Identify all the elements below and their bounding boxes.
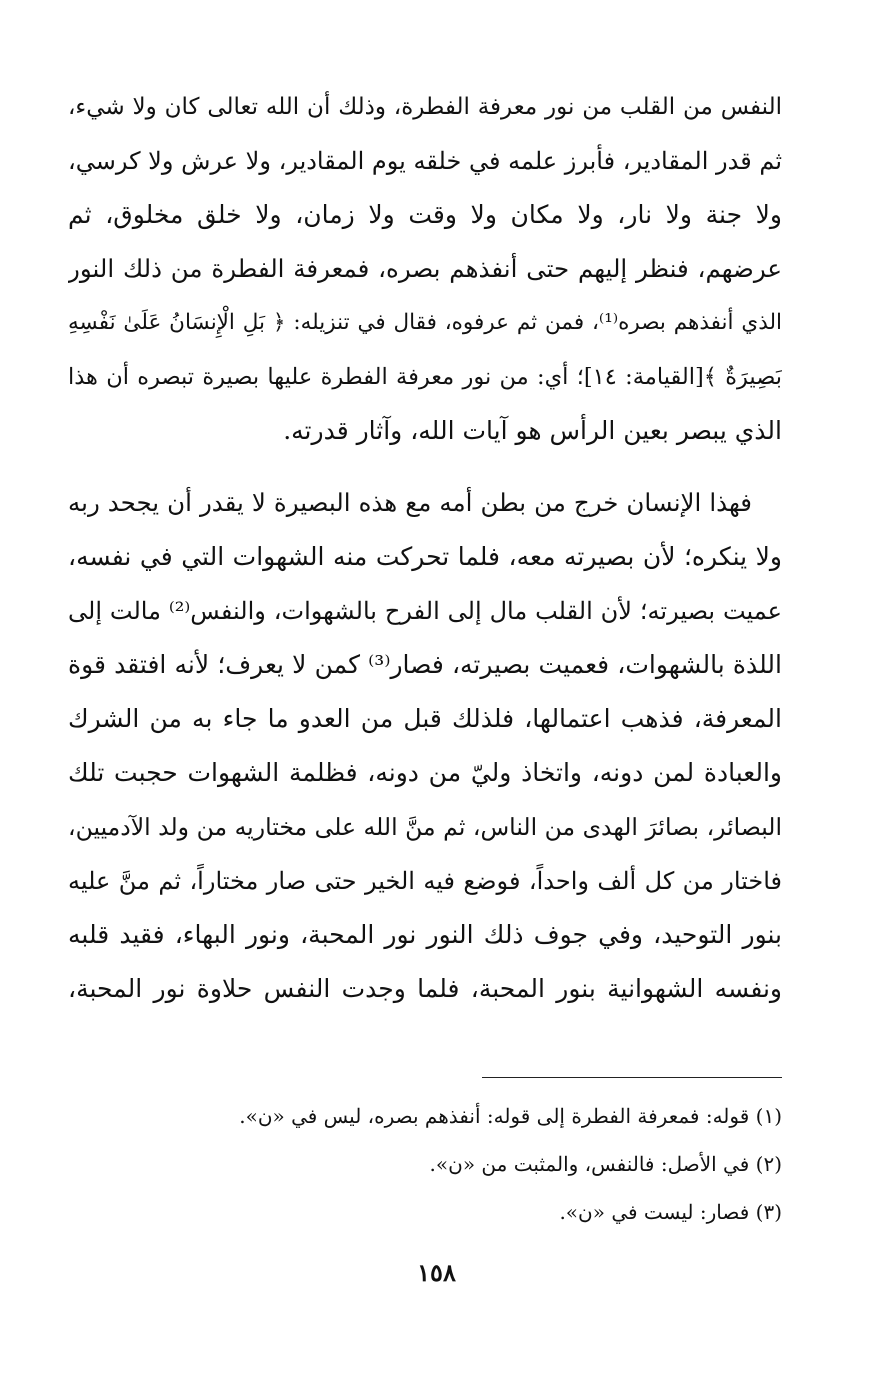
text-line: بَصِيرَةٌ ﴾[القيامة: ١٤]؛ أي: من نور معرفة الفطرة عليها بصيرة تبصره أن هذا xyxy=(68,364,782,390)
text-line: الذي يبصر بعين الرأس هو آيات الله، وآثار قدرته. xyxy=(283,416,782,445)
text-line: البصائر، بصائرَ الهدى من الناس، ثم منَّ الله على مختاريه من ولد الآدميين، xyxy=(68,813,782,841)
footnote-2: (٢) في الأصل: فالنفس، والمثبت من «ن». xyxy=(429,1152,782,1176)
footnotes xyxy=(68,1092,782,1236)
paragraph-1 xyxy=(68,80,782,458)
text-line: ثم قدر المقادير، فأبرز علمه في خلقه يوم المقادير، ولا عرش ولا كرسي، xyxy=(68,147,782,175)
text-line: عميت بصيرته؛ لأن القلب مال إلى الفرح بالشهوات، والنفس⁽²⁾ مالت إلى xyxy=(68,597,782,625)
text-line: ولا جنة ولا نار، ولا مكان ولا وقت ولا زمان، ولا خلق مخلوق، ثم xyxy=(68,200,782,229)
footnote-separator xyxy=(482,1077,782,1078)
text-line: النفس من القلب من نور معرفة الفطرة، وذلك أن الله تعالى كان ولا شيء، xyxy=(68,94,782,120)
paragraph-2 xyxy=(68,476,782,1016)
text-line: عرضهم، فنظر إليهم حتى أنفذهم بصره، فمعرفة الفطرة من ذلك النور xyxy=(68,254,782,283)
text-line: فاختار من كل ألف واحداً، فوضع فيه الخير حتى صار مختاراً، ثم منَّ عليه xyxy=(68,867,782,895)
text-line: بنور التوحيد، وفي جوف ذلك النور نور المحبة، ونور البهاء، فقيد قلبه xyxy=(68,920,782,949)
footnote-1: (١) قوله: فمعرفة الفطرة إلى قوله: أنفذهم بصره، ليس في «ن». xyxy=(239,1104,782,1128)
text-line: والعبادة لمن دونه، واتخاذ وليّ من دونه، فظلمة الشهوات حجبت تلك xyxy=(68,758,782,787)
page-number: ١٥٨ xyxy=(417,1258,456,1287)
text-line: الذي أنفذهم بصره⁽¹⁾، فمن ثم عرفوه، فقال في تنزيله: ﴿ بَلِ الْإِنسَانُ عَلَىٰ نَفْسِهِ xyxy=(68,310,782,335)
text-line: فهذا الإنسان خرج من بطن أمه مع هذه البصيرة لا يقدر أن يجحد ربه xyxy=(68,488,752,517)
text-line: اللذة بالشهوات، فعميت بصيرته، فصار⁽³⁾ كمن لا يعرف؛ لأنه افتقد قوة xyxy=(68,650,782,679)
text-line: ونفسه الشهوانية بنور المحبة، فلما وجدت النفس حلاوة نور المحبة، xyxy=(68,974,782,1003)
text-line: المعرفة، فذهب اعتمالها، فلذلك قبل من العدو ما جاء به من الشرك xyxy=(68,704,782,733)
text-line: ولا ينكره؛ لأن بصيرته معه، فلما تحركت منه الشهوات التي في نفسه، xyxy=(68,542,782,571)
footnote-3: (٣) فصار: ليست في «ن». xyxy=(559,1200,782,1224)
